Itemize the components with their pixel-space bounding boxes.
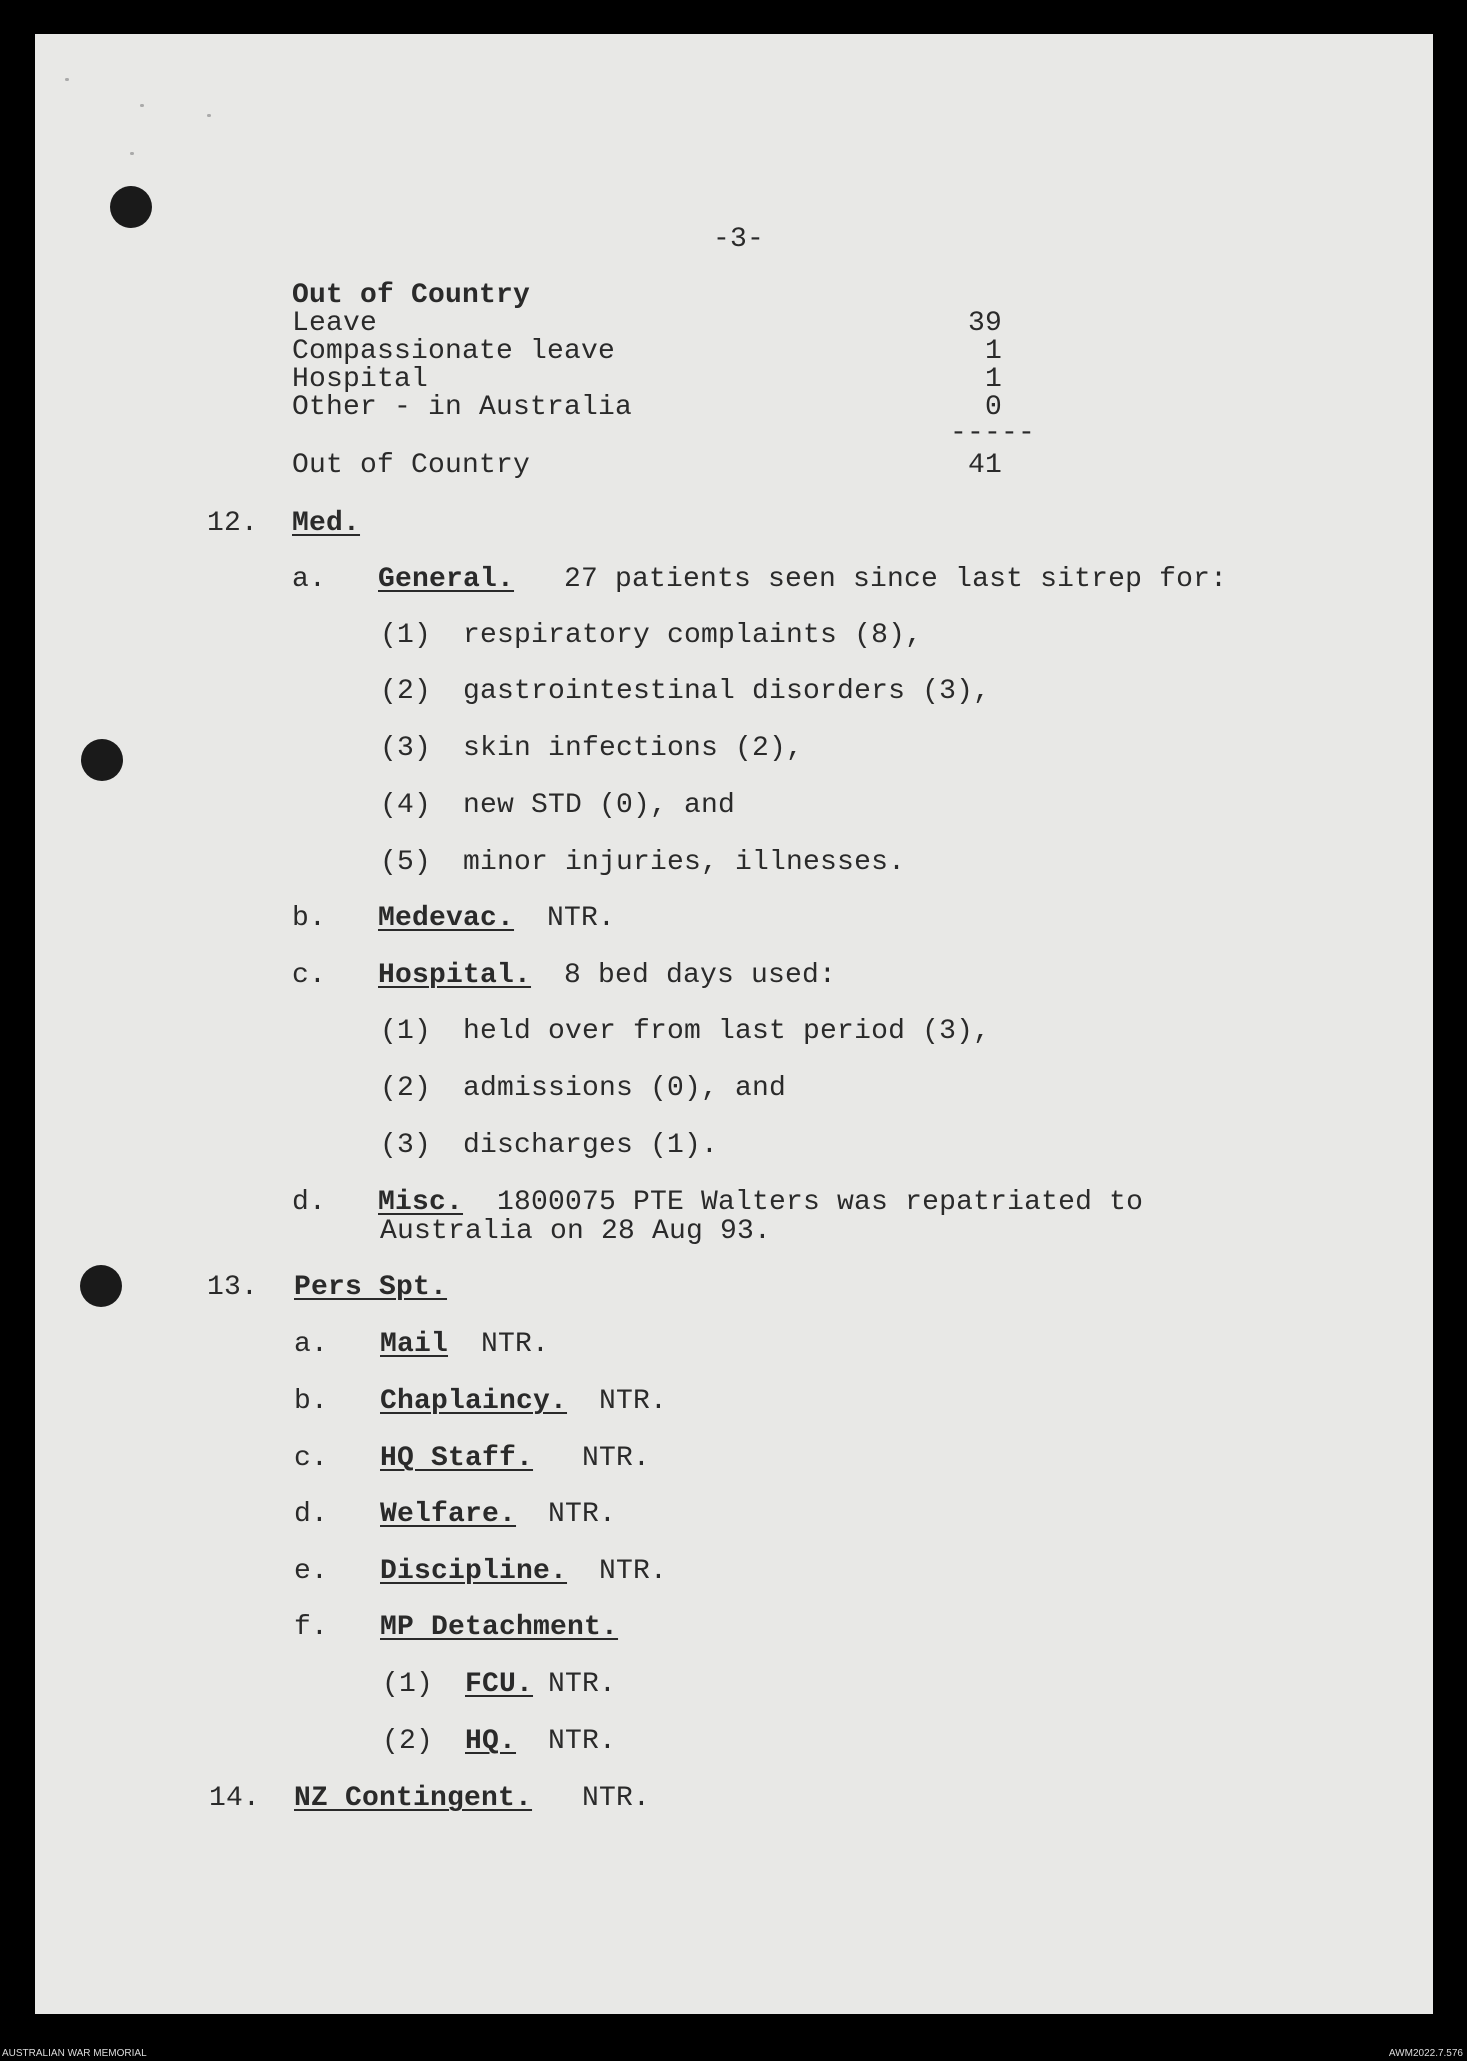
para-letter: d. xyxy=(292,1187,327,1218)
para-letter: a. xyxy=(292,564,327,595)
para-letter: b. xyxy=(294,1386,329,1417)
section-title: NZ Contingent. xyxy=(294,1783,533,1814)
para-title: Mail xyxy=(380,1329,449,1360)
section-number: 13. xyxy=(207,1272,259,1303)
para-text: 8 bed days used: xyxy=(564,960,837,991)
item-text: NTR. xyxy=(548,1669,617,1700)
para-letter: d. xyxy=(294,1499,329,1530)
row-label: Leave xyxy=(292,308,378,339)
para-text-continued: Australia on 28 Aug 93. xyxy=(380,1216,772,1247)
para-title: Hospital. xyxy=(378,960,532,991)
row-value: 39 xyxy=(967,308,1002,339)
paper-mark xyxy=(65,78,69,81)
para-text: 27 patients seen since last sitrep for: xyxy=(564,564,1228,595)
item-text: minor injuries, illnesses. xyxy=(463,847,906,878)
section-number: 14. xyxy=(209,1783,261,1814)
section-title: Pers Spt. xyxy=(294,1272,448,1303)
item-number: (1) xyxy=(382,1669,434,1700)
item-text: NTR. xyxy=(548,1726,617,1757)
para-text: NTR. xyxy=(548,1499,617,1530)
item-number: (3) xyxy=(380,733,432,764)
para-text: NTR. xyxy=(582,1783,651,1814)
item-number: (2) xyxy=(380,676,432,707)
item-text: admissions (0), and xyxy=(463,1073,787,1104)
row-value: 1 xyxy=(984,336,1002,367)
row-value: 1 xyxy=(984,364,1002,395)
para-text: NTR. xyxy=(599,1556,668,1587)
item-text: respiratory complaints (8), xyxy=(463,620,923,651)
punch-hole xyxy=(80,1265,122,1307)
section-heading: Out of Country xyxy=(292,280,531,311)
paper-mark xyxy=(140,104,144,107)
item-text: skin infections (2), xyxy=(463,733,804,764)
para-title: HQ Staff. xyxy=(380,1443,534,1474)
item-text: discharges (1). xyxy=(463,1130,719,1161)
item-number: (4) xyxy=(380,790,432,821)
para-letter: b. xyxy=(292,903,327,934)
item-text: gastrointestinal disorders (3), xyxy=(463,676,991,707)
item-number: (2) xyxy=(380,1073,432,1104)
item-number: (3) xyxy=(380,1130,432,1161)
footer-source: AUSTRALIAN WAR MEMORIAL xyxy=(2,2048,147,2059)
item-number: (1) xyxy=(380,620,432,651)
para-title: Welfare. xyxy=(380,1499,517,1530)
item-number: (5) xyxy=(380,847,432,878)
footer-reference: AWM2022.7.576 xyxy=(1388,2048,1463,2059)
para-title: MP Detachment. xyxy=(380,1612,619,1643)
item-title: FCU. xyxy=(465,1669,534,1700)
para-title: Chaplaincy. xyxy=(380,1386,568,1417)
punch-hole xyxy=(110,186,152,228)
total-rule: ----- xyxy=(950,418,1036,449)
para-title: Medevac. xyxy=(378,903,515,934)
para-letter: a. xyxy=(294,1329,329,1360)
total-value: 41 xyxy=(967,450,1002,481)
row-value: 0 xyxy=(984,392,1002,423)
para-letter: c. xyxy=(294,1443,329,1474)
item-number: (2) xyxy=(382,1726,434,1757)
total-label: Out of Country xyxy=(292,450,531,481)
para-title: General. xyxy=(378,564,515,595)
para-letter: e. xyxy=(294,1556,329,1587)
para-text: NTR. xyxy=(547,903,616,934)
section-title: Med. xyxy=(292,508,361,539)
para-letter: c. xyxy=(292,960,327,991)
para-text: NTR. xyxy=(481,1329,550,1360)
item-text: held over from last period (3), xyxy=(463,1016,991,1047)
para-text: 1800075 PTE Walters was repatriated to xyxy=(497,1187,1144,1218)
para-title: Misc. xyxy=(378,1187,464,1218)
item-text: new STD (0), and xyxy=(463,790,736,821)
item-title: HQ. xyxy=(465,1726,517,1757)
para-text: NTR. xyxy=(599,1386,668,1417)
para-title: Discipline. xyxy=(380,1556,568,1587)
item-number: (1) xyxy=(380,1016,432,1047)
section-number: 12. xyxy=(207,508,259,539)
para-letter: f. xyxy=(294,1612,329,1643)
row-label: Hospital xyxy=(292,364,429,395)
para-text: NTR. xyxy=(582,1443,651,1474)
page-number: -3- xyxy=(713,224,765,255)
punch-hole xyxy=(81,739,123,781)
row-label: Other - in Australia xyxy=(292,392,633,423)
paper-mark xyxy=(130,152,134,155)
row-label: Compassionate leave xyxy=(292,336,616,367)
paper-mark xyxy=(207,114,211,117)
